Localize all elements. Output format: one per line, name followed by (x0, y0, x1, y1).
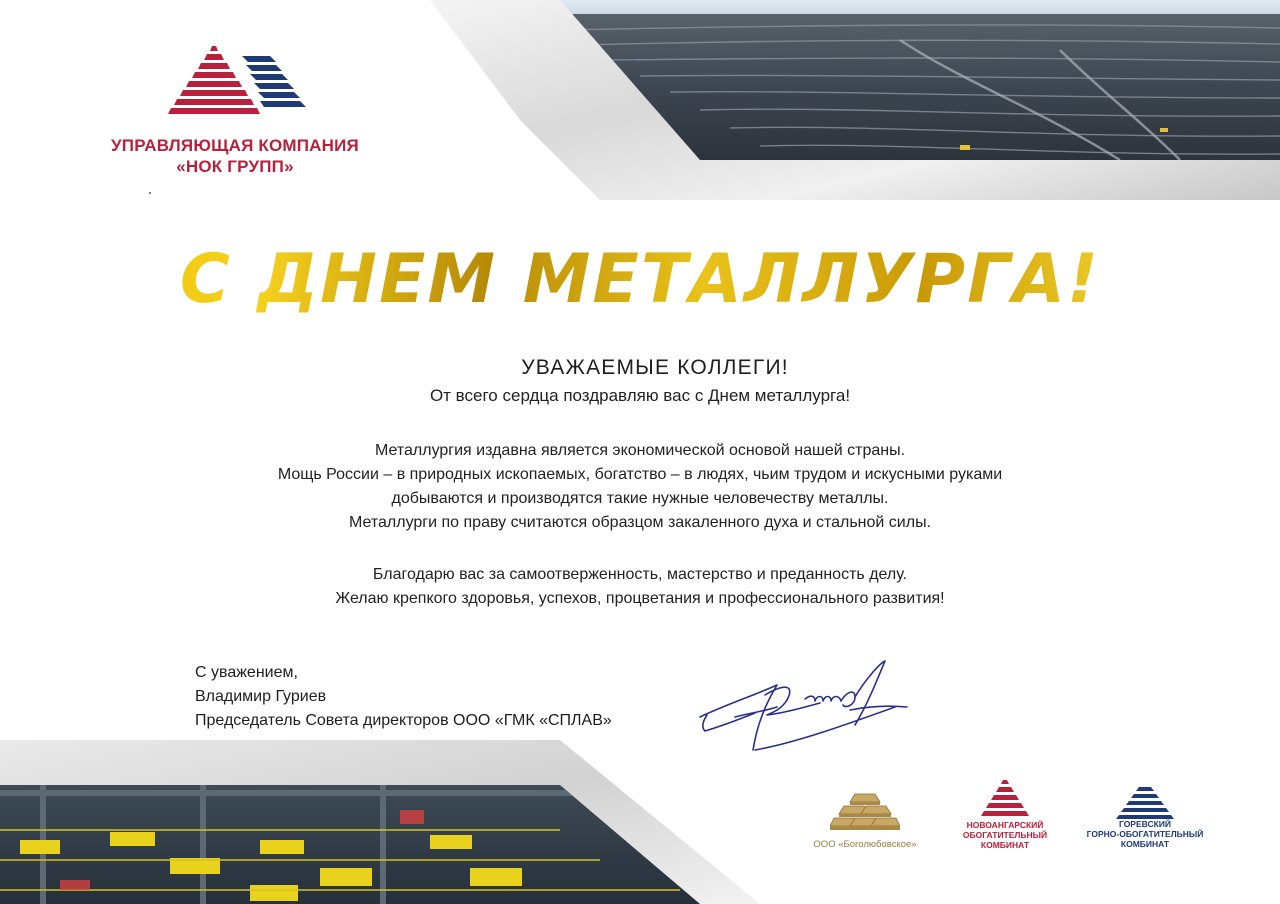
partner-label: КОМБИНАТ (980, 840, 1030, 850)
greeting: УВАЖАЕМЫЕ КОЛЛЕГИ! (521, 356, 789, 379)
paragraph-2-line: Желаю крепкого здоровья, успехов, процветания и профессионального развития! (335, 590, 945, 607)
paragraph-1-line: Металлурги по праву считаются образцом закаленного духа и стальной силы. (348, 514, 932, 531)
partner-label: КОМБИНАТ (1120, 839, 1170, 849)
factory-photo (0, 740, 760, 904)
blue-pyramid-icon (1115, 785, 1175, 819)
paragraph-1-line: Мощь России – в природных ископаемых, богатство – в людях, чьим трудом и искусными руками (277, 466, 1003, 483)
partner-label: ООО «Боголюбовское» (813, 839, 917, 850)
decorative-dot (149, 192, 151, 194)
partner-label: ГОРЕВСКИЙ (1118, 819, 1172, 829)
paragraph-1 (0, 439, 1280, 535)
partner-label: ГОРНО-ОБОГАТИТЕЛЬНЫЙ (1086, 829, 1204, 839)
partner-novoangarsky (955, 778, 1055, 850)
paragraph-2-line: Благодарю вас за самоотверженность, мастерство и преданность делу. (372, 566, 908, 583)
company-name (110, 135, 360, 177)
company-name-line1: УПРАВЛЯЮЩАЯ КОМПАНИЯ (111, 136, 359, 155)
partner-label: ОБОГАТИТЕЛЬНЫЙ (962, 830, 1048, 840)
paragraph-1-line: добываются и производятся такие нужные человечеству металлы. (391, 490, 889, 507)
partner-label: НОВОАНГАРСКИЙ (966, 820, 1044, 830)
paragraph-2 (0, 563, 1280, 611)
partner-gorevsky (1085, 785, 1205, 849)
gold-bars-icon (830, 790, 900, 838)
signoff-name: Владимир Гуриев (195, 688, 327, 705)
signoff-block (195, 661, 612, 733)
headline: С ДНЕМ МЕТАЛЛУРГА! (0, 240, 1280, 320)
red-pyramid-icon (975, 778, 1035, 820)
partner-bogolyubovskoe (795, 790, 935, 850)
company-name-line2: «НОК ГРУПП» (176, 157, 294, 176)
intro-line: От всего сердца поздравляю вас с Днем металлурга! (429, 386, 851, 405)
signoff-regards: С уважением, (195, 664, 298, 681)
company-logo (160, 42, 310, 122)
signoff-position: Председатель Совета директоров ООО «ГМК «СПЛАВ» (195, 712, 612, 729)
paragraph-1-line: Металлургия издавна является экономической основой нашей страны. (374, 442, 906, 459)
